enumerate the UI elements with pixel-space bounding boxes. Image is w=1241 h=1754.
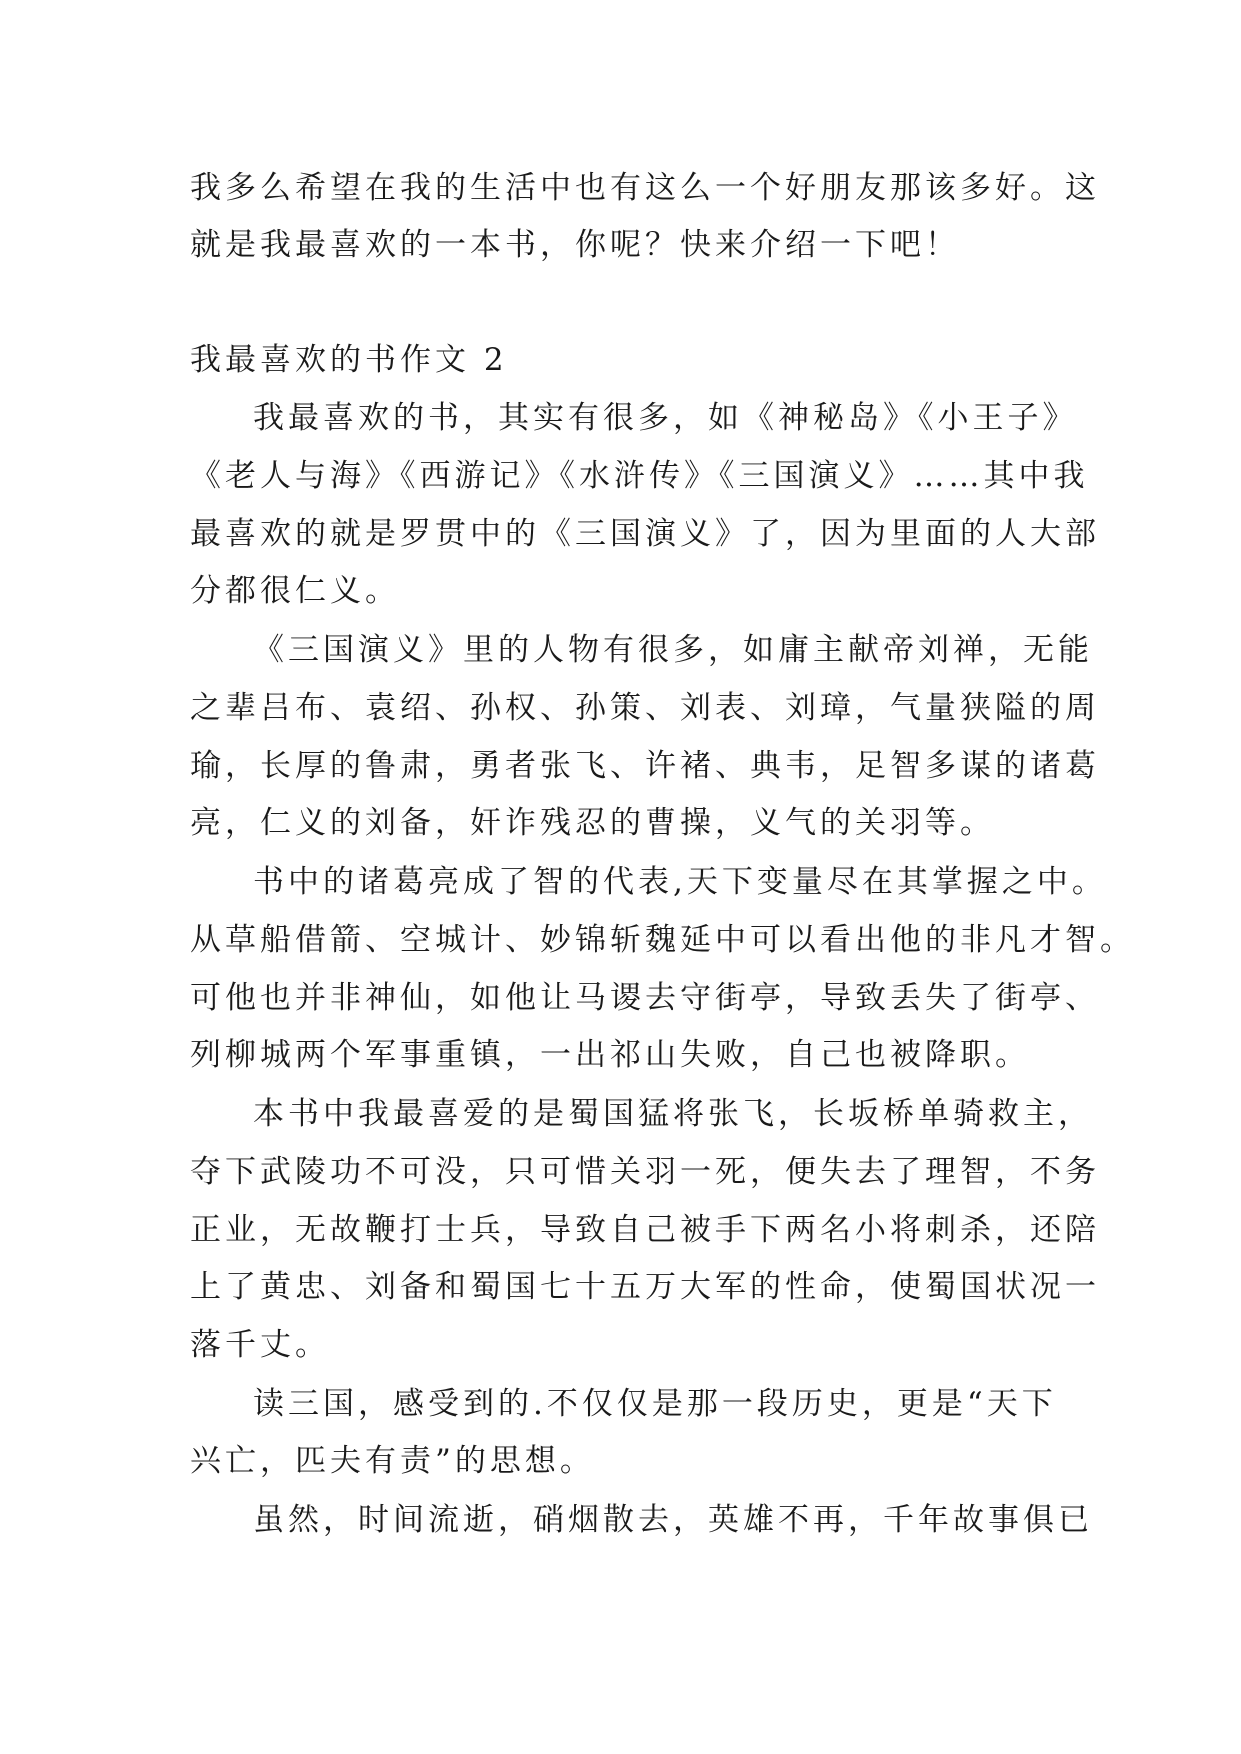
text-line: 列柳城两个军事重镇，一出祁山失败，自己也被降职。 bbox=[190, 1037, 1030, 1073]
paragraph-first-line: 读三国，感受到的.不仅仅是那一段历史，更是“天下 bbox=[253, 1386, 1057, 1422]
text-line: 分都很仁义。 bbox=[190, 573, 400, 609]
text-line: 兴亡，匹夫有责”的思想。 bbox=[190, 1443, 595, 1479]
paragraph-first-line: 本书中我最喜爱的是蜀国猛将张飞，长坂桥单骑救主， bbox=[253, 1096, 1093, 1132]
text-line: 亮，仁义的刘备，奸诈残忍的曹操，义气的关羽等。 bbox=[190, 805, 995, 841]
text-line: 夺下武陵功不可没，只可惜关羽一死，便失去了理智，不务 bbox=[190, 1154, 1100, 1190]
text-line: 《老人与海》《西游记》《水浒传》《三国演义》……其中我 bbox=[190, 458, 1089, 494]
paragraph-first-line: 书中的诸葛亮成了智的代表,天下变量尽在其掌握之中。 bbox=[253, 864, 1107, 900]
paragraph-first-line: 虽然，时间流逝，硝烟散去，英雄不再，千年故事俱已 bbox=[253, 1502, 1093, 1538]
paragraph-first-line: 我最喜欢的书，其实有很多，如《神秘岛》《小王子》 bbox=[253, 400, 1078, 436]
text-line: 之辈吕布、袁绍、孙权、孙策、刘表、刘璋，气量狭隘的周 bbox=[190, 690, 1100, 726]
paragraph-first-line: 《三国演义》里的人物有很多，如庸主献帝刘禅，无能 bbox=[253, 632, 1093, 668]
text-line: 上了黄忠、刘备和蜀国七十五万大军的性命，使蜀国状况一 bbox=[190, 1269, 1100, 1305]
text-line: 落千丈。 bbox=[190, 1327, 330, 1363]
text-line: 就是我最喜欢的一本书，你呢？快来介绍一下吧！ bbox=[190, 227, 960, 263]
text-line: 最喜欢的就是罗贯中的《三国演义》了，因为里面的人大部 bbox=[190, 516, 1100, 552]
text-line: 瑜，长厚的鲁肃，勇者张飞、许褚、典韦，足智多谋的诸葛 bbox=[190, 748, 1100, 784]
text-line: 我多么希望在我的生活中也有这么一个好朋友那该多好。这 bbox=[190, 170, 1100, 206]
text-line: 从草船借箭、空城计、妙锦斩魏延中可以看出他的非凡才智。 bbox=[190, 922, 1135, 958]
text-line: 可他也并非神仙，如他让马谡去守街亭，导致丢失了街亭、 bbox=[190, 980, 1100, 1016]
section-title: 我最喜欢的书作文 2 bbox=[190, 342, 508, 378]
text-line: 正业，无故鞭打士兵，导致自己被手下两名小将刺杀，还陪 bbox=[190, 1212, 1100, 1248]
